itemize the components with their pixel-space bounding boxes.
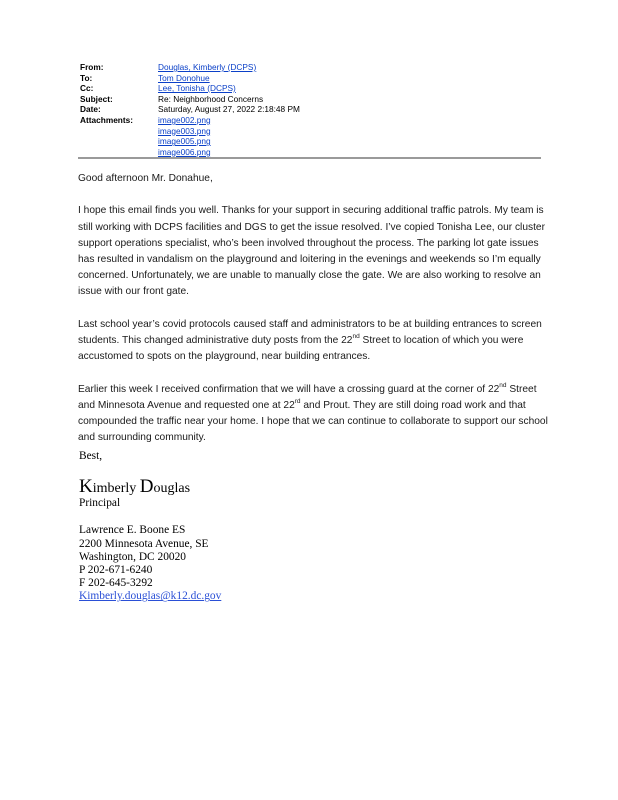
cc-link[interactable]: Lee, Tonisha (DCPS) xyxy=(158,83,236,94)
to-link[interactable]: Tom Donohue xyxy=(158,72,210,83)
phone-number: P 202-671-6240 xyxy=(79,564,153,577)
cc-row xyxy=(80,83,550,94)
from-link[interactable]: Douglas, Kimberly (DCPS) xyxy=(158,62,257,72)
closing: Best, xyxy=(79,450,103,462)
attachment-link[interactable]: image003.png xyxy=(158,125,211,136)
address-line-2: Washington, DC 20020 xyxy=(79,550,186,563)
header-divider xyxy=(78,157,541,159)
to-row xyxy=(80,73,550,84)
fax-number: F 202-645-3292 xyxy=(79,577,153,590)
to-label: To: xyxy=(80,72,93,83)
date-label: Date: xyxy=(80,104,101,115)
from-label: From: xyxy=(80,62,104,72)
attachment-link[interactable]: image002.png xyxy=(158,114,211,125)
attachment-link[interactable]: image006.png xyxy=(158,146,211,157)
paragraph-1: I hope this email finds you well. Thanks for your support in securing additional traffic patrols. My team is still working with DCPS facilities and DGS to get the issue resolved. I’ve copied Tonisha Lee, our cluster support operations specialist, who’s been involved throughout the process. The parking lot gate issues has resulted in vandalism on the playground and loitering in the evenings and weekends so I’m equally concerned. Unfortunately, we are unable to manually close the gate. We are also working to resolve an issue with our front gate. xyxy=(78,205,545,298)
paragraph-2: Last school year’s covid protocols caused staff and administrators to be at building entrances to screen students. This changed administrative duty posts from the 22nd Street to location of which you were accustomed to spots on the playground, near building entrances. xyxy=(78,318,542,363)
date-row xyxy=(80,104,550,115)
email-header xyxy=(80,62,550,157)
cc-label: Cc: xyxy=(80,83,94,94)
attachment-link[interactable]: image005.png xyxy=(158,136,211,147)
attachments-label: Attachments: xyxy=(80,114,134,125)
paragraph-3: Earlier this week I received confirmation that we will have a crossing guard at the corner of 22nd Street and Minnesota Avenue and requested one at 22rd and Prout. They are still doing road work and that compounded the traffic near your home. I hope that we can continue to collaborate to support our school and surrounding community. xyxy=(78,381,548,444)
attachments-row xyxy=(80,115,550,157)
greeting: Good afternoon Mr. Donahue, xyxy=(78,173,213,184)
signature-name: Kimberly Douglas xyxy=(79,476,191,498)
subject-label: Subject: xyxy=(80,93,113,104)
from-row xyxy=(80,62,550,73)
date-value: Saturday, August 27, 2022 2:18:48 PM xyxy=(158,104,300,115)
signature-title: Principal xyxy=(79,497,121,510)
subject-value: Re: Neighborhood Concerns xyxy=(158,93,264,104)
email-body xyxy=(78,171,548,463)
school-name: Lawrence E. Boone ES xyxy=(79,524,186,537)
signature-block xyxy=(79,450,379,604)
email-link[interactable]: Kimberly.douglas@k12.dc.gov xyxy=(79,590,222,603)
address-line-1: 2200 Minnesota Avenue, SE xyxy=(79,537,209,550)
subject-row xyxy=(80,94,550,105)
